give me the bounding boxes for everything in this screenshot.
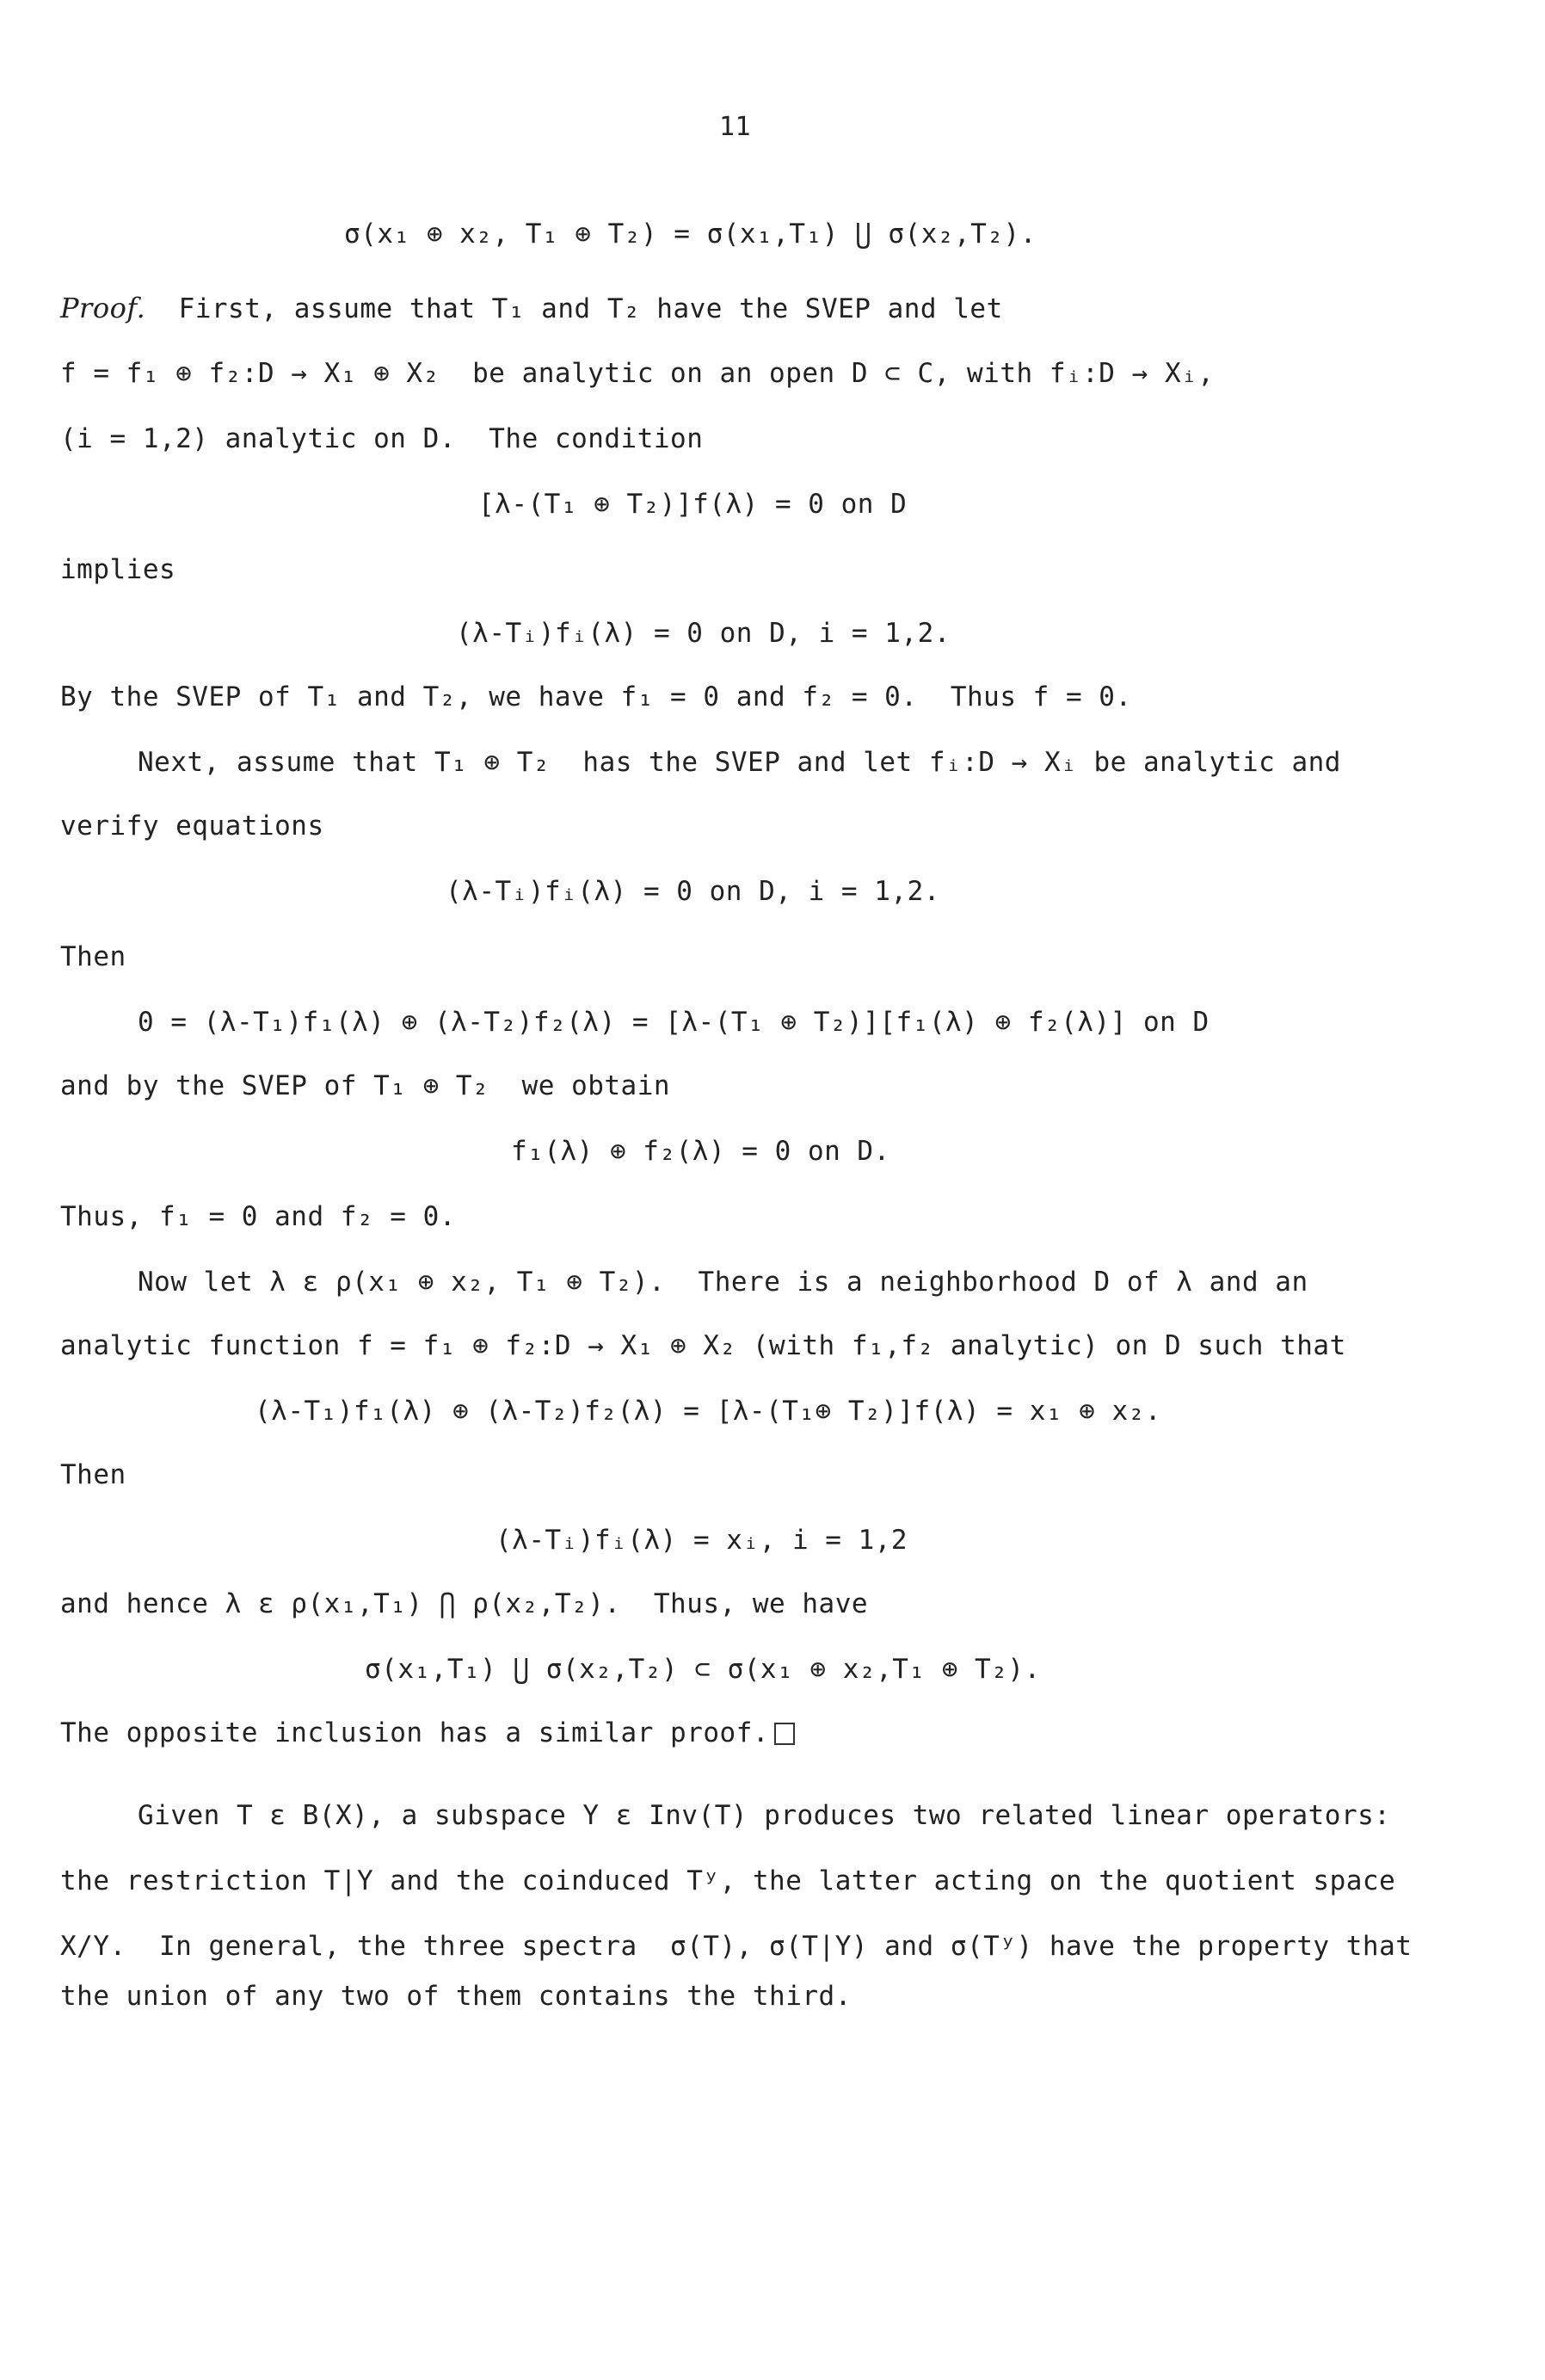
text-line: X/Y. In general, the three spectra σ(T), σ(T|Y) and σ(Tʸ) have the property that [60, 1931, 1413, 1962]
text-line: the restriction T|Y and the coinduced Tʸ, the latter acting on the quotient space [60, 1865, 1396, 1896]
proof-end-line [60, 1716, 795, 1750]
text-line: Then [60, 941, 126, 972]
text-line: Then [60, 1459, 126, 1490]
display-equation: (λ-Tᵢ)fᵢ(λ) = 0 on D, i = 1,2. [446, 876, 940, 907]
display-equation: σ(x₁,T₁) ⋃ σ(x₂,T₂) ⊂ σ(x₁ ⊕ x₂,T₁ ⊕ T₂). [365, 1654, 1041, 1685]
display-equation: (λ-Tᵢ)fᵢ(λ) = xᵢ, i = 1,2 [496, 1525, 908, 1556]
text-line: The opposite inclusion has a similar proof. [60, 1717, 770, 1748]
page-number: 11 [719, 112, 752, 142]
text-line: Next, assume that T₁ ⊕ T₂ has the SVEP and let fᵢ:D → Xᵢ be analytic and [138, 747, 1341, 778]
text-line: First, assume that T₁ and T₂ have the SVEP and let [178, 293, 1003, 324]
text-line: Given T ε B(X), a subspace Y ε Inv(T) produces two related linear operators: [138, 1800, 1391, 1831]
text-line: implies [60, 554, 176, 585]
text-line: Thus, f₁ = 0 and f₂ = 0. [60, 1201, 456, 1232]
text-line: and hence λ ε ρ(x₁,T₁) ⋂ ρ(x₂,T₂). Thus, we have [60, 1588, 869, 1619]
qed-box-icon [774, 1723, 795, 1745]
text-line: f = f₁ ⊕ f₂:D → X₁ ⊕ X₂ be analytic on an open D ⊂ C, with fᵢ:D → Xᵢ, [60, 358, 1215, 389]
text-line: (i = 1,2) analytic on D. The condition [60, 423, 704, 454]
text-line: the union of any two of them contains the third. [60, 1981, 852, 2012]
display-equation: f₁(λ) ⊕ f₂(λ) = 0 on D. [511, 1136, 890, 1167]
equation-spectrum-direct-sum: σ(x₁ ⊕ x₂, T₁ ⊕ T₂) = σ(x₁,T₁) ⋃ σ(x₂,T₂). [344, 219, 1037, 250]
text-line: analytic function f = f₁ ⊕ f₂:D → X₁ ⊕ X₂ (with f₁,f₂ analytic) on D such that [60, 1330, 1346, 1361]
text-line: Now let λ ε ρ(x₁ ⊕ x₂, T₁ ⊕ T₂). There is a neighborhood D of λ and an [138, 1267, 1308, 1298]
display-equation: 0 = (λ-T₁)f₁(λ) ⊕ (λ-T₂)f₂(λ) = [λ-(T₁ ⊕ T₂)][f₁(λ) ⊕ f₂(λ)] on D [138, 1007, 1210, 1038]
text-line: verify equations [60, 811, 324, 842]
display-equation: (λ-T₁)f₁(λ) ⊕ (λ-T₂)f₂(λ) = [λ-(T₁⊕ T₂)]f(λ) = x₁ ⊕ x₂. [255, 1396, 1161, 1427]
text-line: By the SVEP of T₁ and T₂, we have f₁ = 0 and f₂ = 0. Thus f = 0. [60, 681, 1132, 712]
proof-first-line [60, 291, 1003, 326]
text-line: and by the SVEP of T₁ ⊕ T₂ we obtain [60, 1070, 671, 1101]
proof-label: Proof. [60, 292, 146, 324]
display-equation: [λ-(T₁ ⊕ T₂)]f(λ) = 0 on D [478, 489, 908, 520]
display-equation: (λ-Tᵢ)fᵢ(λ) = 0 on D, i = 1,2. [456, 618, 951, 649]
